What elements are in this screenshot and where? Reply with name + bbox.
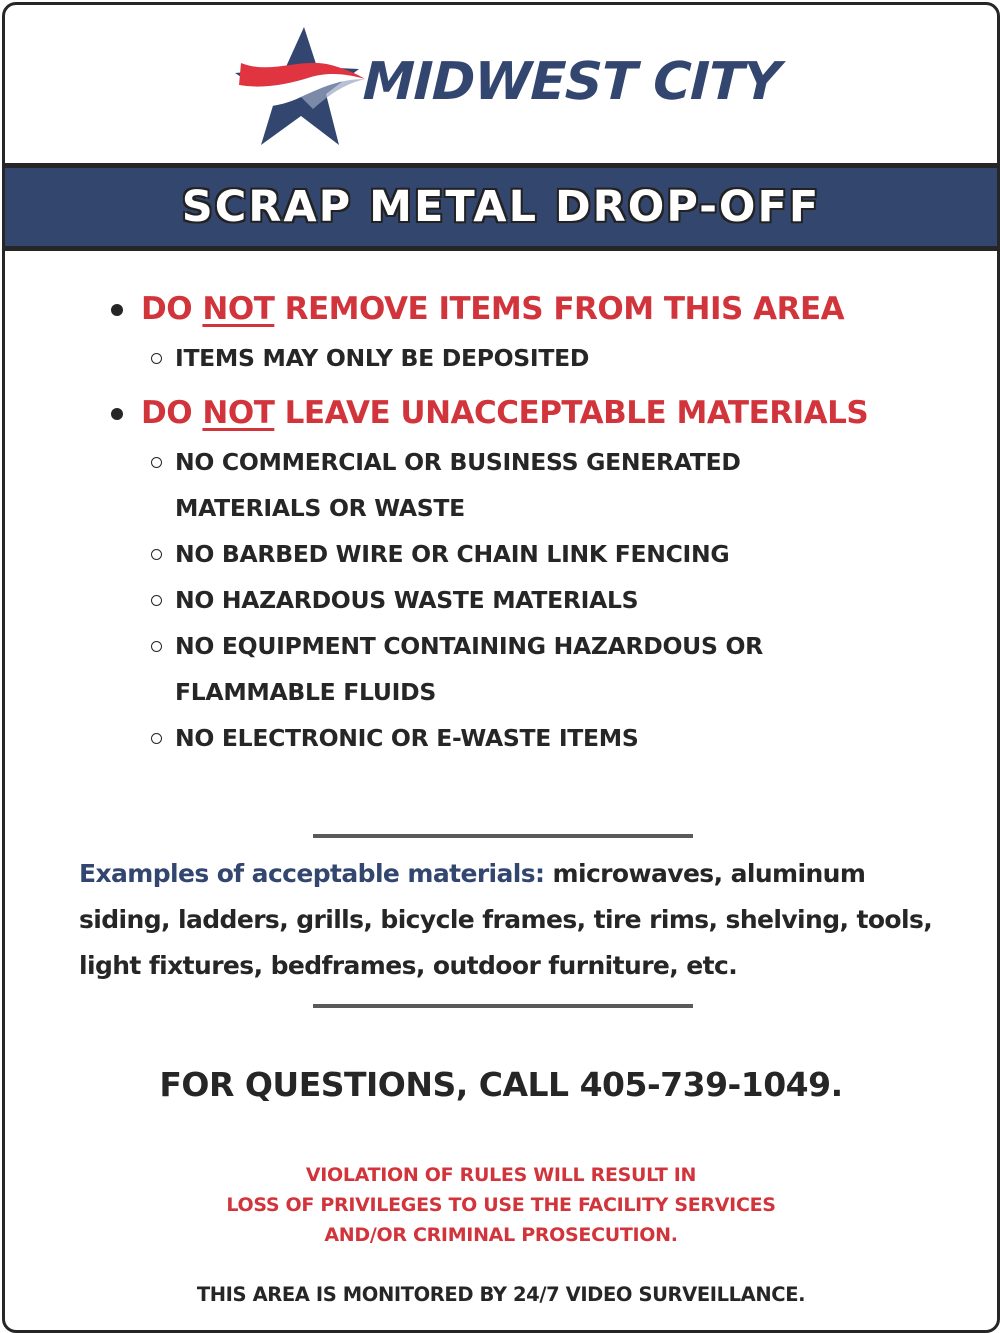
warning-line: AND/OR CRIMINAL PROSECUTION.: [324, 1224, 678, 1246]
sub-item: [151, 531, 997, 577]
sub-item: [151, 715, 997, 761]
rule-prefix: DO: [141, 395, 203, 431]
sub-item: [151, 439, 997, 531]
page-title: SCRAP METAL DROP-OFF: [181, 182, 821, 232]
star-flag-logo-icon: [231, 27, 371, 152]
violation-warning: [5, 1160, 997, 1250]
hollow-bullet-icon: [151, 641, 162, 652]
rule-suffix: LEAVE UNACCEPTABLE MATERIALS: [274, 395, 869, 431]
contact-phone: FOR QUESTIONS, CALL 405-739-1049.: [159, 1065, 843, 1104]
bullet-icon: [111, 304, 123, 316]
rules-list: [5, 283, 997, 761]
divider-top: [313, 834, 693, 838]
rule-emphasis: NOT: [202, 291, 275, 327]
sub-item-text: NO ELECTRONIC OR E-WASTE ITEMS: [175, 724, 639, 752]
divider-bottom: [313, 1004, 693, 1008]
sub-item-text: NO BARBED WIRE OR CHAIN LINK FENCING: [175, 540, 730, 568]
sign: [2, 2, 1000, 1333]
sub-item: [151, 623, 997, 715]
rule-prefix: DO: [141, 291, 203, 327]
hollow-bullet-icon: [151, 733, 162, 744]
rule-item: [111, 283, 997, 335]
warning-line: VIOLATION OF RULES WILL RESULT IN: [305, 1164, 697, 1186]
warning-line: LOSS OF PRIVILEGES TO USE THE FACILITY SERVICES: [226, 1194, 776, 1216]
bullet-icon: [111, 408, 123, 420]
logo: [5, 5, 997, 163]
sub-item: [151, 335, 997, 381]
rule-suffix: REMOVE ITEMS FROM THIS AREA: [274, 291, 845, 327]
hollow-bullet-icon: [151, 595, 162, 606]
hollow-bullet-icon: [151, 353, 162, 364]
examples-label: Examples of acceptable materials:: [79, 859, 545, 888]
rule-item: [111, 387, 997, 439]
rule-emphasis: NOT: [202, 395, 275, 431]
logo-text: MIDWEST CITY: [361, 52, 781, 112]
sub-item: [151, 577, 997, 623]
title-banner: [5, 163, 997, 251]
sub-item-text: NO EQUIPMENT CONTAINING HAZARDOUS OR FLAMMABLE FLUIDS: [175, 632, 763, 706]
hollow-bullet-icon: [151, 457, 162, 468]
sub-item-text: ITEMS MAY ONLY BE DEPOSITED: [175, 344, 590, 372]
examples-text: microwaves, aluminum siding, ladders, grills, bicycle frames, tire rims, shelving, tools, light fixtures, bedframes, outdoor furniture, etc.: [79, 859, 933, 980]
sub-item-text: NO COMMERCIAL OR BUSINESS GENERATED MATERIALS OR WASTE: [175, 448, 741, 522]
hollow-bullet-icon: [151, 549, 162, 560]
surveillance-notice: THIS AREA IS MONITORED BY 24/7 VIDEO SURVEILLANCE.: [196, 1283, 806, 1306]
acceptable-materials: [79, 851, 939, 989]
sub-item-text: NO HAZARDOUS WASTE MATERIALS: [175, 586, 639, 614]
